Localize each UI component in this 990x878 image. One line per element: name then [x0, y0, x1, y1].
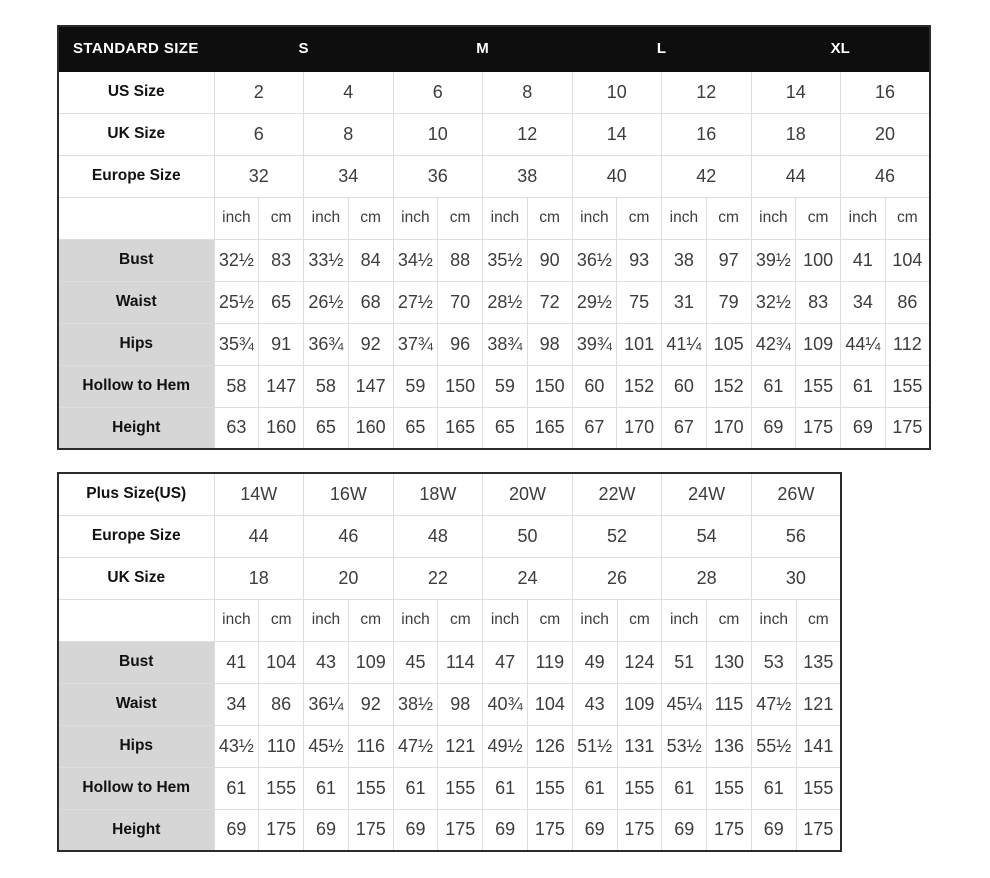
row-label: Waist — [58, 281, 214, 323]
measure-value: 72 — [527, 281, 572, 323]
measure-value: 147 — [259, 365, 304, 407]
measure-value: 58 — [214, 365, 259, 407]
size-row — [58, 113, 930, 155]
measure-value: 61 — [572, 767, 617, 809]
size-value: 50 — [483, 515, 573, 557]
measure-value: 170 — [617, 407, 662, 449]
measure-value: 41 — [841, 239, 886, 281]
measure-value: 36¾ — [304, 323, 349, 365]
measure-value: 40¾ — [483, 683, 528, 725]
measure-value: 86 — [259, 683, 304, 725]
measure-value: 44¼ — [841, 323, 886, 365]
measure-value: 45¼ — [662, 683, 707, 725]
measure-value: 165 — [438, 407, 483, 449]
measure-value: 47½ — [751, 683, 796, 725]
row-label: Plus Size(US) — [58, 473, 214, 515]
size-value: 38 — [483, 155, 573, 197]
measure-value: 175 — [796, 809, 841, 851]
measure-row — [58, 239, 930, 281]
measure-row — [58, 767, 841, 809]
measure-value: 32½ — [751, 281, 796, 323]
measure-value: 135 — [796, 641, 841, 683]
measure-value: 53 — [751, 641, 796, 683]
measure-row — [58, 809, 841, 851]
size-value: 6 — [393, 71, 483, 113]
measure-value: 69 — [751, 809, 796, 851]
row-label: Height — [58, 809, 214, 851]
measure-row — [58, 323, 930, 365]
measure-value: 69 — [662, 809, 707, 851]
measure-row — [58, 641, 841, 683]
size-value: 24W — [662, 473, 752, 515]
measure-value: 61 — [662, 767, 707, 809]
measure-value: 69 — [751, 407, 796, 449]
measure-value: 175 — [707, 809, 752, 851]
measure-value: 65 — [304, 407, 349, 449]
unit-cm-label: cm — [348, 599, 393, 641]
size-value: 10 — [393, 113, 483, 155]
measure-value: 104 — [259, 641, 304, 683]
unit-cm-label: cm — [617, 197, 662, 239]
size-value: 54 — [662, 515, 752, 557]
measure-value: 175 — [885, 407, 930, 449]
row-label: Hollow to Hem — [58, 767, 214, 809]
measure-row — [58, 407, 930, 449]
measure-value: 32½ — [214, 239, 259, 281]
measure-value: 38¾ — [483, 323, 528, 365]
measure-value: 160 — [259, 407, 304, 449]
measure-value: 59 — [483, 365, 528, 407]
measure-value: 39¾ — [572, 323, 617, 365]
row-label: Europe Size — [58, 515, 214, 557]
unit-cm-label: cm — [707, 599, 752, 641]
size-value: 14 — [751, 71, 841, 113]
unit-row — [58, 599, 841, 641]
size-value: 14W — [214, 473, 304, 515]
measure-value: 116 — [348, 725, 393, 767]
size-value: 14 — [572, 113, 662, 155]
unit-inch-label: inch — [662, 197, 707, 239]
unit-cm-label: cm — [348, 197, 393, 239]
unit-inch-label: inch — [304, 599, 349, 641]
unit-cm-label: cm — [438, 599, 483, 641]
measure-value: 69 — [214, 809, 259, 851]
unit-cm-label: cm — [259, 599, 304, 641]
measure-value: 34 — [841, 281, 886, 323]
size-group-header: M — [393, 26, 572, 71]
measure-value: 165 — [527, 407, 572, 449]
unit-inch-label: inch — [393, 599, 438, 641]
size-row — [58, 557, 841, 599]
size-value: 22 — [393, 557, 483, 599]
unit-inch-label: inch — [572, 197, 617, 239]
size-row — [58, 473, 841, 515]
measure-value: 119 — [527, 641, 572, 683]
measure-value: 96 — [438, 323, 483, 365]
measure-row — [58, 683, 841, 725]
measure-value: 37¾ — [393, 323, 438, 365]
size-value: 20 — [841, 113, 931, 155]
measure-value: 69 — [483, 809, 528, 851]
measure-value: 34 — [214, 683, 259, 725]
measure-value: 100 — [796, 239, 841, 281]
unit-cm-label: cm — [706, 197, 751, 239]
measure-value: 141 — [796, 725, 841, 767]
measure-value: 53½ — [662, 725, 707, 767]
unit-inch-label: inch — [214, 197, 259, 239]
measure-value: 26½ — [304, 281, 349, 323]
row-label: UK Size — [58, 113, 214, 155]
measure-value: 61 — [841, 365, 886, 407]
measure-value: 41¼ — [662, 323, 707, 365]
measure-value: 34½ — [393, 239, 438, 281]
measure-value: 61 — [214, 767, 259, 809]
measure-value: 152 — [617, 365, 662, 407]
measure-value: 109 — [617, 683, 662, 725]
measure-value: 51 — [662, 641, 707, 683]
row-label: Hollow to Hem — [58, 365, 214, 407]
size-value: 18 — [751, 113, 841, 155]
measure-value: 112 — [885, 323, 930, 365]
size-value: 6 — [214, 113, 304, 155]
unit-inch-label: inch — [662, 599, 707, 641]
size-row — [58, 71, 930, 113]
unit-cm-label: cm — [527, 599, 572, 641]
measure-value: 36½ — [572, 239, 617, 281]
measure-value: 98 — [438, 683, 483, 725]
measure-value: 155 — [438, 767, 483, 809]
measure-value: 155 — [348, 767, 393, 809]
size-value: 8 — [304, 113, 394, 155]
measure-value: 45½ — [304, 725, 349, 767]
row-label: Bust — [58, 239, 214, 281]
measure-row — [58, 281, 930, 323]
measure-value: 86 — [885, 281, 930, 323]
measure-value: 59 — [393, 365, 438, 407]
measure-row — [58, 365, 930, 407]
row-label: Hips — [58, 725, 214, 767]
measure-value: 155 — [796, 767, 841, 809]
measure-value: 104 — [885, 239, 930, 281]
measure-value: 42¾ — [751, 323, 796, 365]
measure-value: 83 — [259, 239, 304, 281]
measure-value: 83 — [796, 281, 841, 323]
size-value: 44 — [751, 155, 841, 197]
measure-value: 61 — [751, 365, 796, 407]
measure-value: 67 — [572, 407, 617, 449]
size-value: 28 — [662, 557, 752, 599]
measure-value: 58 — [304, 365, 349, 407]
unit-cm-label: cm — [885, 197, 930, 239]
unit-inch-label: inch — [304, 197, 349, 239]
measure-value: 31 — [662, 281, 707, 323]
measure-value: 29½ — [572, 281, 617, 323]
measure-value: 126 — [527, 725, 572, 767]
measure-value: 150 — [527, 365, 572, 407]
unit-inch-label: inch — [483, 197, 528, 239]
measure-value: 69 — [572, 809, 617, 851]
measure-value: 68 — [348, 281, 393, 323]
measure-value: 175 — [527, 809, 572, 851]
measure-value: 150 — [438, 365, 483, 407]
plus-size-table — [57, 472, 842, 852]
measure-value: 104 — [527, 683, 572, 725]
measure-value: 61 — [751, 767, 796, 809]
unit-row — [58, 197, 930, 239]
unit-cm-label: cm — [259, 197, 304, 239]
table-header-row — [58, 26, 930, 71]
empty-label-cell — [58, 599, 214, 641]
row-label: Europe Size — [58, 155, 214, 197]
measure-value: 115 — [707, 683, 752, 725]
measure-value: 121 — [796, 683, 841, 725]
measure-value: 92 — [348, 323, 393, 365]
measure-value: 147 — [348, 365, 393, 407]
measure-value: 84 — [348, 239, 393, 281]
size-value: 8 — [483, 71, 573, 113]
measure-value: 98 — [527, 323, 572, 365]
measure-value: 69 — [304, 809, 349, 851]
measure-value: 60 — [662, 365, 707, 407]
measure-value: 121 — [438, 725, 483, 767]
measure-value: 130 — [707, 641, 752, 683]
size-value: 30 — [751, 557, 841, 599]
measure-value: 131 — [617, 725, 662, 767]
measure-row — [58, 725, 841, 767]
measure-value: 70 — [438, 281, 483, 323]
measure-value: 27½ — [393, 281, 438, 323]
measure-value: 65 — [259, 281, 304, 323]
size-value: 52 — [572, 515, 662, 557]
measure-value: 101 — [617, 323, 662, 365]
size-value: 12 — [662, 71, 752, 113]
measure-value: 75 — [617, 281, 662, 323]
empty-label-cell — [58, 197, 214, 239]
measure-value: 47½ — [393, 725, 438, 767]
measure-value: 105 — [706, 323, 751, 365]
table-title: STANDARD SIZE — [58, 26, 214, 71]
measure-value: 93 — [617, 239, 662, 281]
measure-value: 175 — [617, 809, 662, 851]
unit-cm-label: cm — [796, 197, 841, 239]
measure-value: 155 — [617, 767, 662, 809]
measure-value: 61 — [393, 767, 438, 809]
measure-value: 35½ — [483, 239, 528, 281]
size-value: 46 — [841, 155, 931, 197]
row-label: Hips — [58, 323, 214, 365]
unit-inch-label: inch — [393, 197, 438, 239]
row-label: Waist — [58, 683, 214, 725]
measure-value: 109 — [348, 641, 393, 683]
size-value: 24 — [483, 557, 573, 599]
unit-inch-label: inch — [483, 599, 528, 641]
row-label: Height — [58, 407, 214, 449]
measure-value: 60 — [572, 365, 617, 407]
measure-value: 155 — [527, 767, 572, 809]
measure-value: 41 — [214, 641, 259, 683]
measure-value: 49 — [572, 641, 617, 683]
measure-value: 45 — [393, 641, 438, 683]
measure-value: 39½ — [751, 239, 796, 281]
measure-value: 97 — [706, 239, 751, 281]
measure-value: 65 — [483, 407, 528, 449]
measure-value: 28½ — [483, 281, 528, 323]
measure-value: 38½ — [393, 683, 438, 725]
measure-value: 43 — [572, 683, 617, 725]
size-value: 46 — [304, 515, 394, 557]
measure-value: 55½ — [751, 725, 796, 767]
measure-value: 152 — [706, 365, 751, 407]
unit-cm-label: cm — [617, 599, 662, 641]
measure-value: 49½ — [483, 725, 528, 767]
row-label: US Size — [58, 71, 214, 113]
unit-inch-label: inch — [751, 197, 796, 239]
measure-value: 90 — [527, 239, 572, 281]
measure-value: 43½ — [214, 725, 259, 767]
measure-value: 79 — [706, 281, 751, 323]
measure-value: 109 — [796, 323, 841, 365]
size-row — [58, 155, 930, 197]
size-value: 10 — [572, 71, 662, 113]
size-group-header: L — [572, 26, 751, 71]
measure-value: 36¼ — [304, 683, 349, 725]
unit-inch-label: inch — [572, 599, 617, 641]
size-value: 2 — [214, 71, 304, 113]
measure-value: 69 — [393, 809, 438, 851]
measure-value: 63 — [214, 407, 259, 449]
size-value: 12 — [483, 113, 573, 155]
measure-value: 47 — [483, 641, 528, 683]
unit-cm-label: cm — [527, 197, 572, 239]
measure-value: 43 — [304, 641, 349, 683]
measure-value: 61 — [304, 767, 349, 809]
measure-value: 33½ — [304, 239, 349, 281]
measure-value: 175 — [259, 809, 304, 851]
size-value: 36 — [393, 155, 483, 197]
size-value: 4 — [304, 71, 394, 113]
measure-value: 110 — [259, 725, 304, 767]
size-value: 42 — [662, 155, 752, 197]
measure-value: 170 — [706, 407, 751, 449]
standard-size-table — [57, 25, 931, 450]
measure-value: 155 — [796, 365, 841, 407]
size-value: 48 — [393, 515, 483, 557]
measure-value: 69 — [841, 407, 886, 449]
measure-value: 175 — [438, 809, 483, 851]
size-group-header: S — [214, 26, 393, 71]
measure-value: 136 — [707, 725, 752, 767]
measure-value: 61 — [483, 767, 528, 809]
unit-cm-label: cm — [796, 599, 841, 641]
measure-value: 35¾ — [214, 323, 259, 365]
size-value: 26 — [572, 557, 662, 599]
measure-value: 155 — [259, 767, 304, 809]
size-value: 44 — [214, 515, 304, 557]
size-value: 20 — [304, 557, 394, 599]
size-row — [58, 515, 841, 557]
size-value: 56 — [751, 515, 841, 557]
measure-value: 114 — [438, 641, 483, 683]
measure-value: 160 — [348, 407, 393, 449]
measure-value: 175 — [348, 809, 393, 851]
size-value: 16 — [841, 71, 931, 113]
size-value: 40 — [572, 155, 662, 197]
measure-value: 25½ — [214, 281, 259, 323]
measure-value: 92 — [348, 683, 393, 725]
size-value: 32 — [214, 155, 304, 197]
unit-inch-label: inch — [214, 599, 259, 641]
measure-value: 155 — [707, 767, 752, 809]
unit-inch-label: inch — [751, 599, 796, 641]
size-value: 16 — [662, 113, 752, 155]
unit-inch-label: inch — [841, 197, 886, 239]
size-value: 20W — [483, 473, 573, 515]
size-value: 18W — [393, 473, 483, 515]
measure-value: 38 — [662, 239, 707, 281]
measure-value: 175 — [796, 407, 841, 449]
size-value: 22W — [572, 473, 662, 515]
measure-value: 155 — [885, 365, 930, 407]
measure-value: 88 — [438, 239, 483, 281]
row-label: Bust — [58, 641, 214, 683]
measure-value: 67 — [662, 407, 707, 449]
size-value: 26W — [751, 473, 841, 515]
row-label: UK Size — [58, 557, 214, 599]
size-value: 18 — [214, 557, 304, 599]
size-value: 34 — [304, 155, 394, 197]
measure-value: 91 — [259, 323, 304, 365]
unit-cm-label: cm — [438, 197, 483, 239]
size-value: 16W — [304, 473, 394, 515]
measure-value: 124 — [617, 641, 662, 683]
measure-value: 51½ — [572, 725, 617, 767]
measure-value: 65 — [393, 407, 438, 449]
size-group-header: XL — [751, 26, 930, 71]
